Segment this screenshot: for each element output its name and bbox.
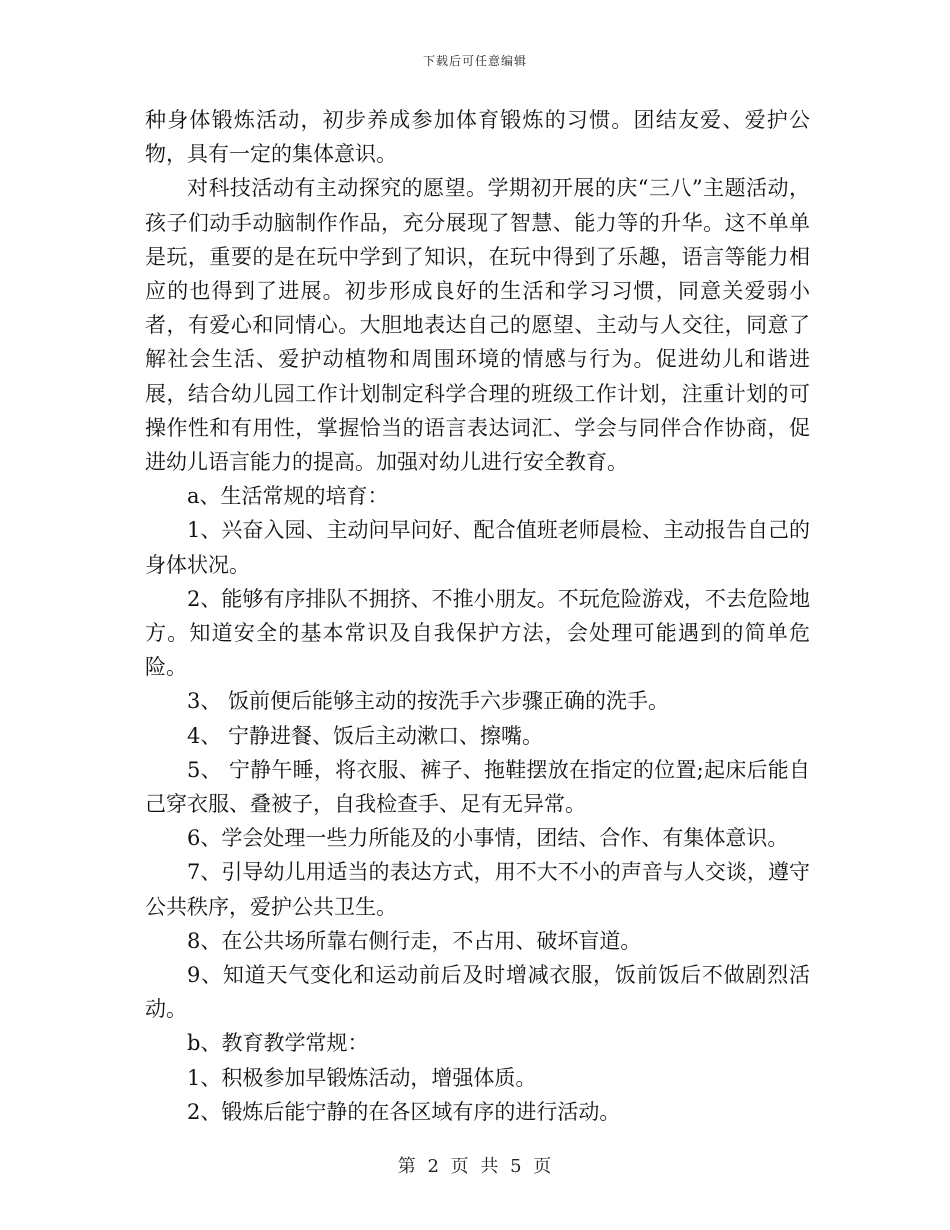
page-number: 第 2 页 共 5 页 bbox=[397, 1156, 553, 1177]
list-item-b1: 1、积极参加早锻炼活动，增强体质。 bbox=[187, 1065, 537, 1090]
list-item-a2: 2、能够有序排队不拥挤、不推小朋友。不玩危险游戏，不去危险地方。知道安全的基本常识及自我保护方法，会处理可能遇到的简单危险。 bbox=[145, 586, 810, 680]
page-header-note: 下载后可任意编辑 bbox=[422, 54, 527, 68]
section-heading-a: a、生活常规的培育： bbox=[187, 484, 389, 509]
list-item-a4: 4、 宁静进餐、饭后主动漱口、擦嘴。 bbox=[187, 723, 544, 748]
list-item-a3: 3、 饭前便后能够主动的按洗手六步骤正确的洗手。 bbox=[187, 689, 670, 714]
list-item-a7: 7、引导幼儿用适当的表达方式，用不大不小的声音与人交谈，遵守公共秩序，爱护公共卫生。 bbox=[145, 860, 810, 919]
list-item-a1: 1、兴奋入园、主动问早问好、配合值班老师晨检、主动报告自己的身体状况。 bbox=[145, 518, 810, 577]
list-item-a8: 8、在公共场所靠右侧行走，不占用、破坏盲道。 bbox=[187, 928, 642, 953]
paragraph-1: 种身体锻炼活动，初步养成参加体育锻炼的习惯。团结友爱、爱护公物，具有一定的集体意识。 bbox=[145, 108, 810, 167]
list-item-a5: 5、 宁静午睡，将衣服、裤子、拖鞋摆放在指定的位置;起床后能自己穿衣服、叠被子，自我检查手、足有无异常。 bbox=[145, 757, 810, 817]
document-body bbox=[145, 103, 810, 1129]
list-item-a6: 6、学会处理一些力所能及的小事情，团结、合作、有集体意识。 bbox=[187, 826, 789, 851]
section-heading-b: b、教育教学常规： bbox=[187, 1031, 369, 1056]
list-item-a9: 9、知道天气变化和运动前后及时增减衣服，饭前饭后不做剧烈活动。 bbox=[145, 963, 810, 1022]
list-item-b2: 2、锻炼后能宁静的在各区域有序的进行活动。 bbox=[187, 1099, 621, 1124]
paragraph-2: 对科技活动有主动探究的愿望。学期初开展的庆“三八”主题活动，孩子们动手动脑制作作品，充分展现了智慧、能力等的升华。这不单单是玩，重要的是在玩中学到了知识，在玩中得到了乐趣，语言等能力相应的也得到了进展。初步形成良好的生活和学习习惯，同意关爱弱小者，有爱心和同情心。大胆地表达自己的愿望、主动与人交往，同意了解社会生活、爱护动植物和周围环境的情感与行为。促进幼儿和谐进展，结合幼儿园工作计划制定科学合理的班级工作计划，注重计划的可操作性和有用性，掌握恰当的语言表达词汇、学会与同伴合作协商，促进幼儿语言能力的提高。加强对幼儿进行安全教育。 bbox=[145, 176, 810, 475]
